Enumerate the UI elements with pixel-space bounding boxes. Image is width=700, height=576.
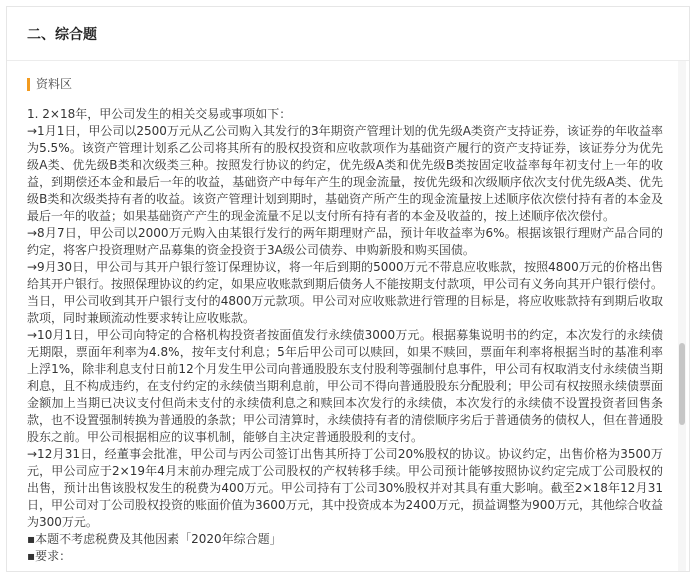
event-sep-30: →9月30日，甲公司与其开户银行签订保理协议，将一年后到期的5000万元不带息应收账款，按照4800万元的价格出售给其开户银行。按照保理协议的约定，如果应收账款到期后债务人不能按期支付款项，甲公司有义务向其开户银行偿付。当日，甲公司收到其开户银行支付的4800万元款项。甲公司对应收账款进行管理的目标是，将应收账款持有到期后收取款项，同时兼顾流动性要求转让应收账款。 — [27, 260, 664, 325]
material-area-label — [27, 77, 663, 91]
question-text — [27, 106, 663, 565]
question-panel — [6, 6, 690, 572]
event-jan-1: →1月1日，甲公司以2500万元从乙公司购入其发行的3年期资产管理计划的优先级A类资产支持证券，该证券的年收益率为5.5%。该资产管理计划系乙公司将其所有的股权投资和应收款项作为基础资产履行的资产支持证券，该证券分为优先级A类、优先级B类和次级类三种。按照发行协议的约定，优先级A类和优先级B类按固定收益率每年初支付上一年的收益，到期偿还本金和最后一年的收益，基础资产中每年产生的现金流量，按优先级和次级顺序依次支付优先级A类、优先级B类和次级类持有者的收益。该资产管理计划到期时，基础资产所产生的现金流量按上述顺序依次偿付持有者的本金及最后一年的收益；如果基础资产产生的现金流量不足以支付所有持有者的本金及收益的，按上述顺序依次偿付。 — [27, 124, 663, 223]
question-intro: 1. 2×18年，甲公司发生的相关交易或事项如下： — [27, 107, 292, 121]
event-oct-1: →10月1日，甲公司向特定的合格机构投资者按面值发行永续债3000万元。根据募集说明书的约定，本次发行的永续债无期限，票面年利率为4.8%，按年支付利息；5年后甲公司可以赎回，如果不赎回，票面年利率将根据当时的基准利率上浮1%，除非利息支付日前12个月发生甲公司向普通股股东支付股利等强制付息事件，甲公司有权取消支付永续债当期利息，且不构成违约，在支付约定的永续债当期利息前，甲公司不得向普通股股东分配股利；甲公司有权按照永续债票面金额加上当期已决议支付但尚未支付的永续债利息之和赎回本次发行的永续债，本次发行的永续债不设置投资者回售条款，也不设置强制转换为普通股的条款；甲公司清算时，永续债持有者的清偿顺序劣后于普通债务的债权人，但在普通股股东之前。甲公司根据相应的议事机制，能够自主决定普通股股利的支付。 — [27, 328, 664, 444]
section-title: 二、综合题 — [27, 27, 97, 43]
content-area — [7, 61, 689, 565]
event-aug-7: →8月7日，甲公司以2000万元购入由某银行发行的两年期理财产品，预计年收益率为6%。根据该银行理财产品合同的约定，将客户投资理财产品募集的资金投资于3A级公司债券、申购新股和购买国债。 — [27, 226, 663, 257]
section-header — [7, 7, 689, 61]
event-dec-31: →12月31日，经董事会批准，甲公司与丙公司签订出售其所持丁公司20%股权的协议。协议约定，出售价格为3500万元，甲公司应于2×19年4月末前办理完成丁公司股权的产权转移手续。甲公司预计能够按照协议约定完成丁公司股权的出售，预计出售该股权发生的税费为400万元。甲公司持有丁公司30%股权并对其具有重大影响。截至2×18年12月31日，甲公司对丁公司股权投资的账面价值为3600万元，其中投资成本为2400万元，损益调整为900万元，其他综合收益为300万元。 — [27, 447, 663, 529]
accent-bar — [27, 78, 30, 91]
material-area-text: 资料区 — [36, 77, 73, 91]
vertical-scrollbar[interactable] — [678, 61, 686, 571]
scroll-thumb[interactable] — [679, 343, 685, 425]
question-note: ▪本题不考虑税费及其他因素「2020年综合题」 — [27, 532, 282, 546]
question-requirements: ▪要求： — [27, 549, 72, 563]
